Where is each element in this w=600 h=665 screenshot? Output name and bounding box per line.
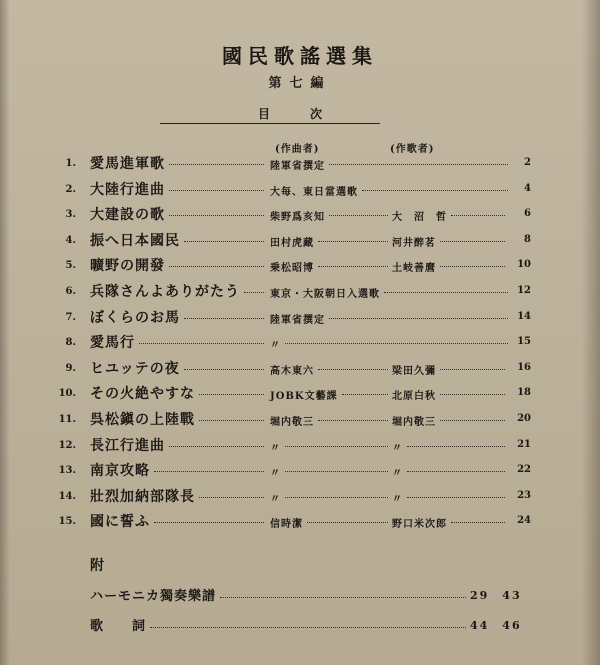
- appendix-label: 附: [90, 558, 104, 574]
- leader-dots: [169, 446, 264, 447]
- leader-dots: [307, 522, 388, 523]
- leader-dots: [362, 190, 508, 191]
- song-page: 24: [517, 515, 531, 527]
- leader-dots: [220, 597, 466, 598]
- leader-dots: [440, 394, 505, 395]
- song-composer: 田村虎藏: [270, 237, 314, 249]
- toc-row: [0, 178, 600, 202]
- song-lyricist: 梁田久彌: [392, 365, 436, 377]
- song-page: 18: [517, 387, 531, 399]
- song-composer: 陸軍省撰定: [270, 314, 325, 326]
- song-lyricist: 〃: [392, 442, 403, 454]
- toc-row: [0, 485, 600, 509]
- toc-row: [0, 254, 600, 278]
- song-composer: 〃: [270, 468, 281, 480]
- song-number: 14.: [58, 490, 76, 502]
- toc-row: [0, 408, 600, 432]
- leader-dots: [154, 522, 264, 523]
- leader-dots: [440, 241, 505, 242]
- song-page: 8: [524, 233, 531, 245]
- appendix-page-range: 29 43: [470, 589, 522, 602]
- song-number: 6.: [65, 286, 76, 297]
- song-number: 11.: [58, 414, 76, 425]
- song-title: ぼくらのお馬: [90, 309, 180, 326]
- leader-dots: [440, 266, 505, 267]
- song-page: 6: [524, 208, 531, 220]
- appendix-row: [0, 583, 600, 609]
- song-title: 兵隊さんよありがたう: [90, 284, 240, 300]
- song-title: 愛馬進軍歌: [90, 156, 165, 172]
- song-composer: JOBK文藝課: [270, 391, 338, 403]
- song-composer: 信時潔: [270, 519, 303, 531]
- toc-row: [0, 382, 600, 406]
- song-number: 1.: [65, 158, 76, 169]
- leader-dots: [199, 497, 264, 498]
- song-page: 16: [517, 361, 531, 373]
- song-page: 12: [517, 285, 531, 296]
- song-title: 南京攻略: [90, 463, 150, 480]
- toc-row: [0, 510, 600, 534]
- leader-dots: [318, 266, 388, 267]
- song-number: 4.: [65, 234, 76, 246]
- song-title: 振へ日本國民: [90, 232, 180, 249]
- composer-column-header: (作曲者): [275, 144, 320, 155]
- song-number: 10.: [58, 388, 76, 400]
- leader-dots: [169, 190, 264, 191]
- leader-dots: [184, 318, 264, 319]
- song-page: 20: [517, 413, 531, 424]
- song-composer: 堀内敬三: [270, 417, 314, 428]
- song-title: その火絶やすな: [90, 386, 195, 403]
- song-lyricist: 〃: [392, 493, 403, 505]
- appendix-row: [0, 613, 600, 639]
- song-title: 大陸行進曲: [90, 181, 165, 198]
- song-lyricist: 〃: [392, 468, 403, 480]
- song-number: 9.: [65, 362, 76, 374]
- song-lyricist: 大 沼 哲: [392, 212, 447, 224]
- song-page: 10: [517, 259, 531, 271]
- song-page: 2: [524, 157, 531, 168]
- toc-row: [0, 357, 600, 381]
- song-composer: 大每、東日當選歌: [270, 186, 358, 198]
- song-title: 壯烈加納部隊長: [90, 488, 195, 505]
- leader-dots: [199, 394, 264, 395]
- song-title: 愛馬行: [90, 335, 135, 352]
- song-page: 15: [517, 336, 531, 348]
- appendix-page-range: 44 46: [470, 619, 522, 632]
- leader-dots: [154, 471, 264, 472]
- song-lyricist: 土岐善麿: [392, 263, 436, 275]
- leader-dots: [329, 215, 388, 216]
- book-title: 國民歌謠選集: [222, 44, 378, 68]
- song-composer: 〃: [270, 442, 281, 454]
- leader-dots: [244, 292, 264, 293]
- song-composer: 〃: [270, 340, 281, 352]
- song-title: 國に誓ふ: [90, 514, 150, 531]
- song-page: 4: [524, 182, 531, 194]
- appendix-title: 歌 詞: [90, 619, 147, 634]
- leader-dots: [440, 369, 505, 370]
- leader-dots: [169, 215, 264, 216]
- song-title: ヒユッテの夜: [90, 360, 180, 377]
- leader-dots: [285, 343, 508, 344]
- volume-label: 第七編: [268, 76, 332, 91]
- toc-row: [0, 306, 600, 330]
- song-number: 13.: [58, 465, 76, 477]
- song-composer: 東京・大阪朝日入選歌: [270, 289, 380, 300]
- leader-dots: [285, 446, 388, 447]
- song-lyricist: 堀内敬三: [392, 417, 436, 428]
- song-number: 2.: [65, 183, 76, 195]
- leader-dots: [329, 318, 508, 319]
- song-number: 5.: [65, 260, 76, 272]
- leader-dots: [329, 164, 508, 165]
- leader-dots: [318, 369, 388, 370]
- song-composer: 陸軍省撰定: [270, 161, 325, 172]
- leader-dots: [384, 292, 508, 293]
- leader-dots: [407, 471, 505, 472]
- toc-row: [0, 459, 600, 483]
- toc-row: [0, 229, 600, 253]
- song-composer: 高木東六: [270, 365, 314, 377]
- song-lyricist: 河井醉茗: [392, 237, 436, 249]
- song-number: 3.: [65, 209, 76, 221]
- song-lyricist: 野口米次郎: [392, 519, 447, 531]
- song-number: 15.: [58, 516, 76, 528]
- song-page: 21: [517, 438, 531, 450]
- song-lyricist: 北原白秋: [392, 391, 436, 403]
- toc-row: [0, 203, 600, 227]
- song-title: 曠野の開發: [90, 258, 165, 275]
- leader-dots: [184, 241, 264, 242]
- contents-underline: [160, 123, 380, 124]
- appendix-title: ハーモニカ獨奏樂譜: [90, 589, 217, 604]
- leader-dots: [285, 471, 388, 472]
- song-composer: 柴野爲亥知: [270, 212, 325, 224]
- leader-dots: [451, 522, 505, 523]
- lyricist-column-header: (作歌者): [390, 144, 435, 155]
- song-composer: 乗松昭博: [270, 263, 314, 275]
- leader-dots: [407, 446, 505, 447]
- leader-dots: [184, 369, 264, 370]
- contents-heading: 目次: [257, 107, 362, 121]
- leader-dots: [169, 266, 264, 267]
- leader-dots: [407, 497, 505, 498]
- leader-dots: [342, 394, 388, 395]
- leader-dots: [199, 420, 264, 421]
- leader-dots: [318, 420, 388, 421]
- song-title: 呉松鎭の上陸戰: [90, 412, 195, 428]
- leader-dots: [285, 497, 388, 498]
- leader-dots: [139, 343, 264, 344]
- toc-row: [0, 331, 600, 355]
- toc-row: [0, 280, 600, 304]
- leader-dots: [150, 627, 466, 628]
- song-page: 23: [517, 489, 531, 501]
- song-page: 22: [517, 464, 531, 476]
- leader-dots: [318, 241, 388, 242]
- song-page: 14: [517, 310, 531, 322]
- toc-row: [0, 434, 600, 458]
- song-number: 12.: [58, 439, 76, 451]
- song-title: 大建設の歌: [90, 207, 165, 224]
- leader-dots: [440, 420, 505, 421]
- toc-row: [0, 152, 600, 176]
- song-number: 8.: [65, 337, 76, 349]
- song-number: 7.: [65, 311, 76, 323]
- leader-dots: [169, 164, 264, 165]
- leader-dots: [451, 215, 505, 216]
- song-composer: 〃: [270, 493, 281, 505]
- song-title: 長江行進曲: [90, 437, 165, 454]
